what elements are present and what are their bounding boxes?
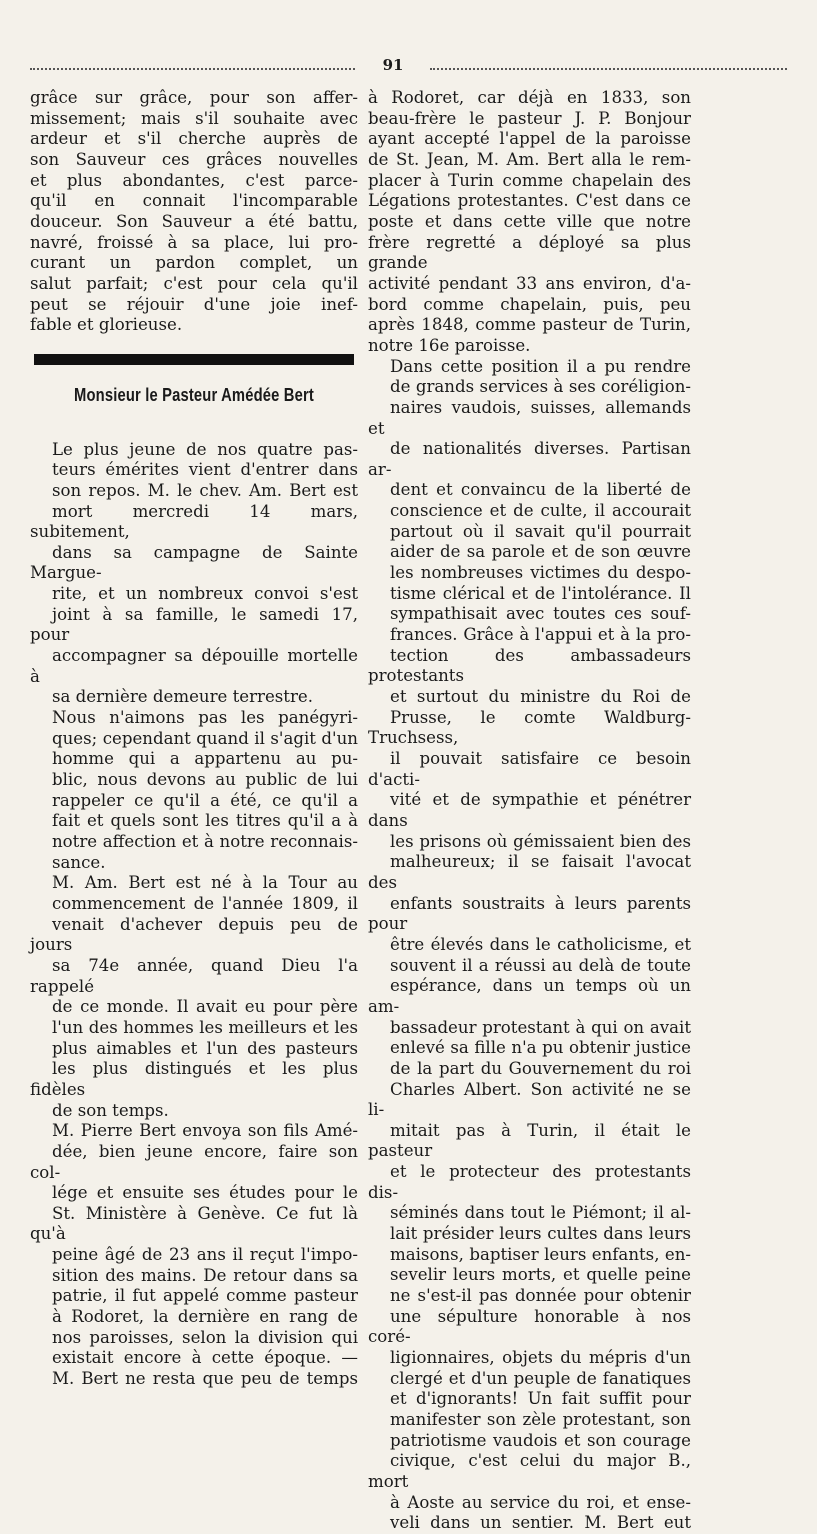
text-line: Prusse, le comte Waldburg-Truchsess, — [368, 707, 691, 748]
text-line: Nous n'aimons pas les panégyri- — [52, 708, 358, 728]
text-line: Légations protestantes. C'est dans ce — [368, 191, 691, 211]
text-line: commencement de l'année 1809, il — [52, 893, 358, 913]
text-line: de son temps. — [52, 1100, 169, 1120]
text-line: sa dernière demeure terrestre. — [52, 687, 313, 707]
text-line: beau-frère le pasteur J. P. Bonjour — [368, 108, 691, 128]
text-line: ardeur et s'il cherche auprès de — [30, 129, 358, 149]
text-line: conscience et de culte, il accourait — [390, 501, 691, 521]
text-line: et plus abondantes, c'est parce- — [30, 170, 358, 190]
text-line: bord comme chapelain, puis, peu — [368, 294, 691, 314]
right-column — [368, 88, 691, 1534]
text-line: accompagner sa dépouille mortelle à — [30, 646, 358, 686]
text-line: notre affection et à notre reconnais- — [52, 832, 358, 851]
text-line: fable et glorieuse. — [30, 315, 183, 335]
text-line: blic, nous devons au public de lui — [52, 770, 358, 790]
text-line: sance. — [52, 852, 106, 872]
text-line: patrie, il fut appelé comme pasteur — [52, 1286, 358, 1306]
text-line: partout où il savait qu'il pourrait — [390, 521, 691, 541]
text-line: manifester son zèle protestant, son — [390, 1410, 691, 1429]
text-line: tisme clérical et de l'intolérance. Il — [390, 583, 691, 603]
page-number: 91 — [382, 56, 404, 74]
text-line: espérance, dans un temps où un am- — [368, 976, 691, 1016]
text-line: les plus distingués et les plus fidèles — [30, 1059, 358, 1099]
text-line: souvent il a réussi au delà de toute — [390, 955, 691, 975]
text-line: dée, bien jeune encore, faire son col- — [30, 1141, 358, 1182]
text-line: douceur. Son Sauveur a été battu, — [30, 211, 358, 231]
text-line: M. Am. Bert est né à la Tour au — [52, 873, 358, 893]
text-line: vité et de sympathie et pénétrer dans — [368, 790, 691, 830]
text-line: tection des ambassadeurs protestants — [368, 645, 691, 686]
text-line: enfants soustraits à leurs parents pour — [368, 893, 691, 934]
text-line: frère regretté a déployé sa plus grande — [368, 232, 691, 273]
text-line: rite, et un nombreux convoi s'est — [52, 584, 358, 604]
text-line: sympathisait avec toutes ces souf- — [390, 604, 691, 624]
text-line: et surtout du ministre du Roi de — [390, 687, 691, 707]
text-line: dent et convaincu de la liberté de — [390, 480, 691, 500]
text-line: peut se réjouir d'une joie inef- — [30, 294, 358, 314]
text-line: sa 74e année, quand Dieu l'a rappelé — [30, 955, 358, 996]
text-line: sition des mains. De retour dans sa — [52, 1265, 358, 1285]
text-line: dans sa campagne de Sainte Margue- — [30, 542, 358, 583]
text-line: ques; cependant quand il s'agit d'un — [52, 728, 358, 748]
text-line: navré, froissé à sa place, lui pro- — [30, 232, 358, 252]
text-line: mort mercredi 14 mars, subitement, — [30, 501, 358, 542]
text-line: mitait pas à Turin, il était le pasteur — [368, 1120, 691, 1161]
text-line: homme qui a appartenu au pu- — [52, 749, 358, 769]
page-header — [30, 56, 787, 82]
text-line: activité pendant 33 ans environ, d'a- — [368, 273, 691, 293]
text-line: ne s'est-il pas donnée pour obtenir — [390, 1286, 691, 1306]
text-line: une sépulture honorable à nos coré- — [368, 1306, 691, 1347]
text-line: son repos. M. le chev. Am. Bert est — [52, 480, 358, 500]
text-line: missement; mais s'il souhaite avec — [30, 108, 358, 128]
text-line: les prisons où gémissaient bien des — [390, 831, 691, 851]
left-column — [30, 88, 358, 1390]
text-line: de St. Jean, M. Am. Bert alla le rem- — [368, 149, 691, 169]
section-divider — [34, 354, 354, 365]
text-line: son Sauveur ces grâces nouvelles — [30, 149, 358, 169]
text-line: Dans cette position il a pu rendre — [390, 356, 691, 376]
text-line: curant un pardon complet, un — [30, 253, 358, 273]
text-line: placer à Turin comme chapelain des — [368, 170, 691, 190]
paragraph — [30, 1121, 358, 1390]
intro-paragraph — [30, 88, 358, 336]
text-line: après 1848, comme pasteur de Turin, — [368, 315, 691, 335]
text-line: sevelir leurs morts, et quelle peine — [390, 1265, 691, 1285]
article-title: Monsieur le Pasteur Amédée Bert — [74, 384, 314, 405]
text-line: clergé et d'un peuple de fanatiques — [390, 1368, 691, 1388]
text-line: peine âgé de 23 ans il reçut l'impo- — [52, 1245, 358, 1265]
text-line: ayant accepté l'appel de la paroisse — [368, 129, 691, 149]
text-line: patriotisme vaudois et son courage — [390, 1430, 691, 1450]
text-line: Le plus jeune de nos quatre pas- — [52, 439, 358, 459]
text-line: de la part du Gouvernement du roi — [390, 1058, 691, 1078]
text-line: ligionnaires, objets du mépris d'un — [390, 1348, 691, 1368]
text-line: aider de sa parole et de son œuvre — [390, 542, 691, 562]
text-line: nos paroisses, selon la division qui — [52, 1327, 358, 1347]
text-line: frances. Grâce à l'appui et à la pro- — [390, 625, 691, 645]
text-line: salut parfait; c'est pour cela qu'il — [30, 273, 358, 293]
text-line: poste et dans cette ville que notre — [368, 211, 691, 231]
text-line: et d'ignorants! Un fait suffit pour — [390, 1389, 691, 1409]
text-line: bassadeur protestant à qui on avait — [390, 1017, 691, 1037]
text-line: maisons, baptiser leurs enfants, en- — [390, 1244, 691, 1264]
text-line: de grands services à ses coréligion- — [390, 377, 691, 397]
text-line: venait d'achever depuis peu de jours — [30, 914, 358, 955]
text-line: joint à sa famille, le samedi 17, pour — [30, 604, 358, 645]
text-line: et le protecteur des protestants dis- — [368, 1162, 691, 1202]
text-line: teurs émérites vient d'entrer dans — [52, 460, 358, 480]
paragraph — [30, 708, 358, 873]
text-line: grâce sur grâce, pour son affer- — [30, 88, 358, 107]
text-line: veli dans un sentier. M. Bert eut — [390, 1513, 691, 1533]
text-line: à Rodoret, la dernière en rang de — [52, 1307, 358, 1327]
text-line: naires vaudois, suisses, allemands et — [368, 397, 691, 438]
text-line: de nationalités diverses. Partisan ar- — [368, 439, 691, 479]
text-line: fait et quels sont les titres qu'il a à — [52, 811, 358, 831]
text-line: enlevé sa fille n'a pu obtenir justice — [390, 1038, 691, 1058]
text-line: plus aimables et l'un des pasteurs — [52, 1038, 358, 1058]
text-line: M. Bert ne resta que peu de temps — [52, 1369, 358, 1389]
text-line: les nombreuses victimes du despo- — [390, 563, 691, 583]
paragraph — [30, 873, 358, 1121]
text-line: malheureux; il se faisait l'avocat des — [368, 852, 691, 892]
text-line: à Rodoret, car déjà en 1833, son — [368, 88, 691, 107]
text-line: Charles Albert. Son activité ne se li- — [368, 1079, 691, 1120]
text-line: lait présider leurs cultes dans leurs — [390, 1224, 691, 1244]
text-line: être élevés dans le catholicisme, et — [390, 934, 691, 954]
text-line: l'un des hommes les meilleurs et les — [52, 1017, 358, 1037]
paragraph — [368, 357, 691, 1534]
text-line: il pouvait satisfaire ce besoin d'acti- — [368, 749, 691, 789]
header-rule-left — [30, 68, 355, 74]
paragraph — [368, 88, 691, 357]
text-line: à Aoste au service du roi, et ense- — [390, 1492, 691, 1512]
paragraph — [30, 440, 358, 709]
header-rule-right — [430, 68, 787, 74]
text-line: notre 16e paroisse. — [368, 335, 531, 355]
text-line: de ce monde. Il avait eu pour père — [52, 997, 358, 1017]
text-line: séminés dans tout le Piémont; il al- — [390, 1203, 691, 1223]
text-line: St. Ministère à Genève. Ce fut là qu'à — [30, 1203, 358, 1244]
text-line: existait encore à cette époque. — — [52, 1348, 358, 1368]
text-line: qu'il en connait l'incomparable — [30, 191, 358, 211]
text-line: civique, c'est celui du major B., mort — [368, 1451, 691, 1491]
text-line: lége et ensuite ses études pour le — [52, 1183, 358, 1203]
text-line: rappeler ce qu'il a été, ce qu'il a — [52, 790, 358, 810]
text-line: M. Pierre Bert envoya son fils Amé- — [52, 1121, 358, 1141]
